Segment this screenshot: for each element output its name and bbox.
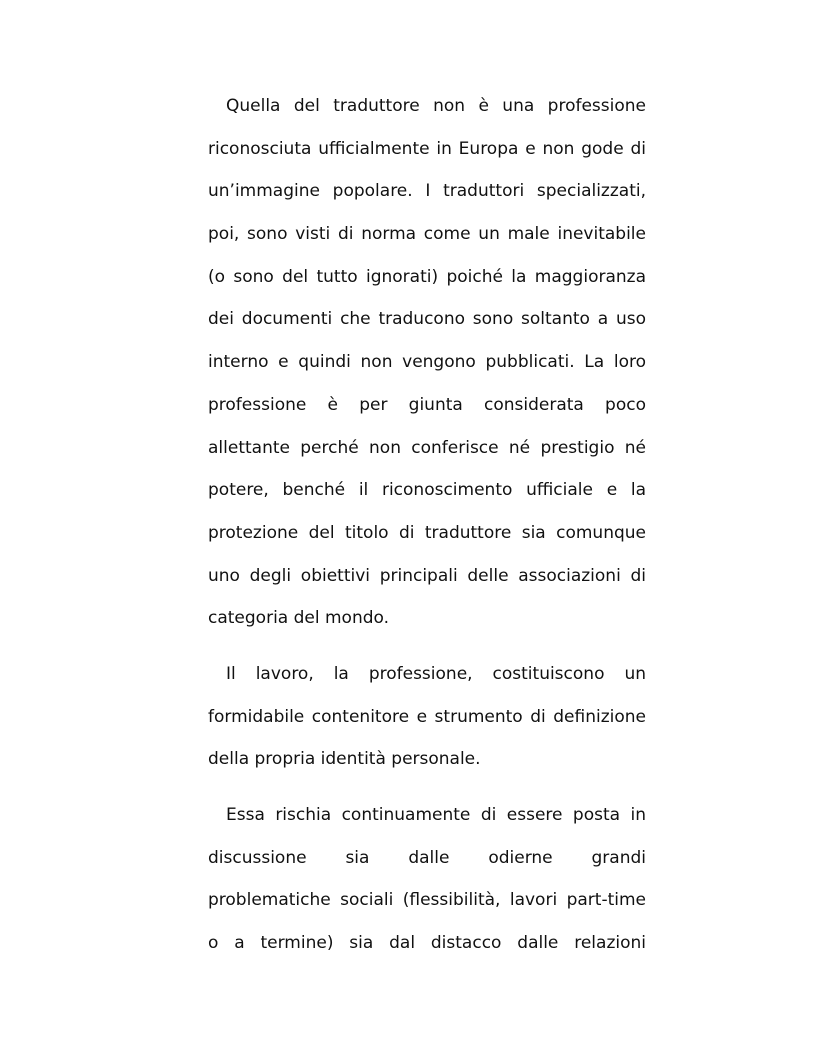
- text-line: interno e quindi non vengono pubblicati. La loro: [208, 352, 646, 373]
- text-line: uno degli obiettivi principali delle associazioni di: [208, 565, 646, 586]
- text-line: dei documenti che traducono sono soltanto a uso: [208, 309, 646, 330]
- text-line: problematiche sociali (flessibilità, lavori part-time: [208, 890, 646, 911]
- text-line: (o sono del tutto ignorati) poiché la maggioranza: [208, 266, 646, 287]
- paragraph-3: [208, 794, 646, 965]
- text-line: poi, sono visti di norma come un male inevitabile: [208, 224, 646, 245]
- text-line: della propria identità personale.: [208, 749, 481, 770]
- text-line: discussione sia dalle odierne grandi: [208, 847, 646, 868]
- text-line: formidabile contenitore e strumento di definizione: [208, 706, 646, 727]
- body-text: [208, 85, 646, 965]
- text-line: un’immagine popolare. I traduttori specializzati,: [208, 181, 646, 202]
- paragraph-spacer: [208, 781, 646, 794]
- text-line: Quella del traduttore non è una professione: [226, 96, 646, 116]
- text-line: riconosciuta ufficialmente in Europa e non gode di: [208, 138, 646, 159]
- paragraph-spacer: [208, 640, 646, 653]
- text-line: Essa rischia continuamente di essere posta in: [226, 805, 646, 825]
- paragraph-2: [208, 653, 646, 781]
- text-line: categoria del mondo.: [208, 608, 390, 629]
- text-line: o a termine) sia dal distacco dalle relazioni: [208, 933, 646, 954]
- paragraph-1: [208, 85, 646, 640]
- text-line: allettante perché non conferisce né prestigio né: [208, 437, 646, 458]
- text-line: protezione del titolo di traduttore sia comunque: [208, 522, 646, 543]
- text-line: potere, benché il riconoscimento ufficiale e la: [208, 480, 646, 501]
- text-line: Il lavoro, la professione, costituiscono un: [226, 663, 646, 684]
- text-line: professione è per giunta considerata poco: [208, 394, 646, 415]
